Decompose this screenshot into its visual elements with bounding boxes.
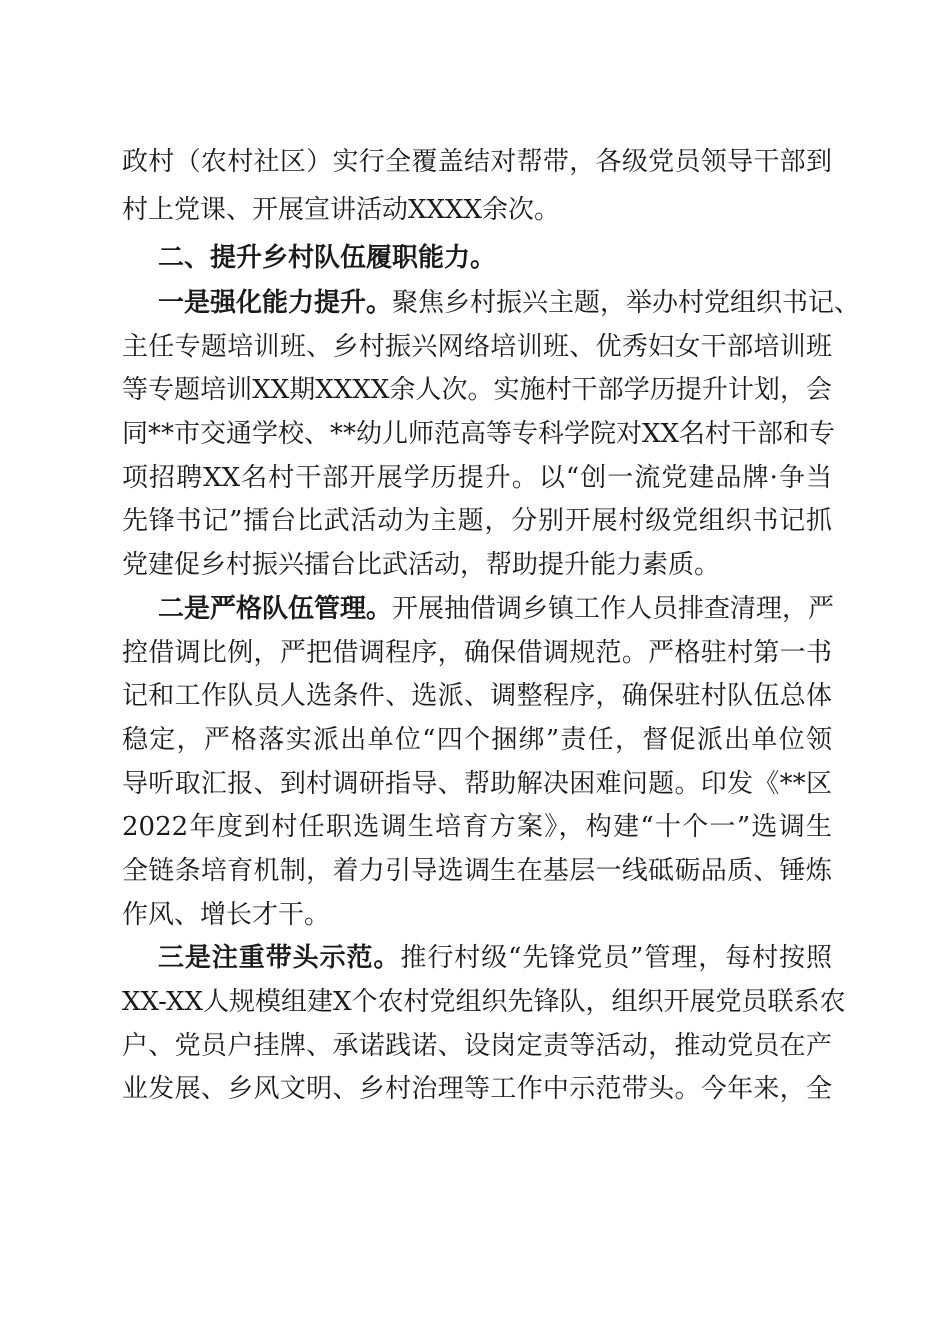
text-line: 村上党课、开展宣讲活动XXXX余次。 <box>122 195 561 225</box>
text-line: 导听取汇报、到村调研指导、帮助解决困难问题。印发《**区 <box>122 769 832 799</box>
text-line: 等专题培训XX期XXXX余人次。实施村干部学历提升计划，会 <box>122 375 832 405</box>
text-line: 作风、增长才干。 <box>122 900 331 930</box>
paragraph-first-line <box>158 283 861 323</box>
text-line: 同**市交通学校、**幼儿师范高等专科学院对XX名村干部和专 <box>122 419 836 449</box>
text-line: 业发展、乡风文明、乡村治理等工作中示范带头。今年来，全 <box>122 1074 832 1104</box>
text-line: 项招聘XX名村干部开展学历提升。以“创一流党建品牌·争当 <box>122 463 832 493</box>
text-line: 党建促乡村振兴擂台比武活动，帮助提升能力素质。 <box>122 550 721 580</box>
paragraph-lead-in: 二是严格队伍管理。 <box>158 594 393 624</box>
text-line: 稳定，严格落实派出单位“四个捆绑”责任，督促派出单位领 <box>122 725 832 755</box>
text-line: 全链条培育机制，着力引导选调生在基层一线砥砺品质、锤炼 <box>122 856 832 886</box>
text-line: 记和工作队员人选条件、选派、调整程序，确保驻村队伍总体 <box>122 681 832 711</box>
text-line: 政村（农村社区）实行全覆盖结对帮带，各级党员领导干部到 <box>122 147 832 177</box>
text-line: 控借调比例，严把借调程序，确保借调规范。严格驻村第一书 <box>122 638 832 668</box>
paragraph-text: 推行村级“先锋党员”管理，每村按照 <box>400 943 832 973</box>
section-heading: 二、提升乡村队伍履职能力。 <box>158 243 497 273</box>
text-line: XX-XX人规模组建X个农村党组织先锋队，组织开展党员联系农 <box>122 987 846 1017</box>
paragraph-text: 聚焦乡村振兴主题，举办村党组织书记、 <box>392 288 861 318</box>
paragraph-lead-in: 一是强化能力提升。 <box>158 288 393 318</box>
text-line: 2022年度到村任职选调生培育方案》，构建“十个一”选调生 <box>122 812 832 842</box>
paragraph-text: 开展抽借调乡镇工作人员排查清理，严 <box>392 594 835 624</box>
text-line: 户、党员户挂牌、承诺践诺、设岗定责等活动，推动党员在产 <box>122 1031 832 1061</box>
paragraph-first-line <box>158 589 835 629</box>
text-line: 先锋书记”擂台比武活动为主题，分别开展村级党组织书记抓 <box>122 506 832 536</box>
text-line: 主任专题培训班、乡村振兴网络培训班、优秀妇女干部培训班 <box>122 332 832 362</box>
paragraph-lead-in: 三是注重带头示范。 <box>158 943 401 973</box>
paragraph-first-line <box>158 938 832 978</box>
